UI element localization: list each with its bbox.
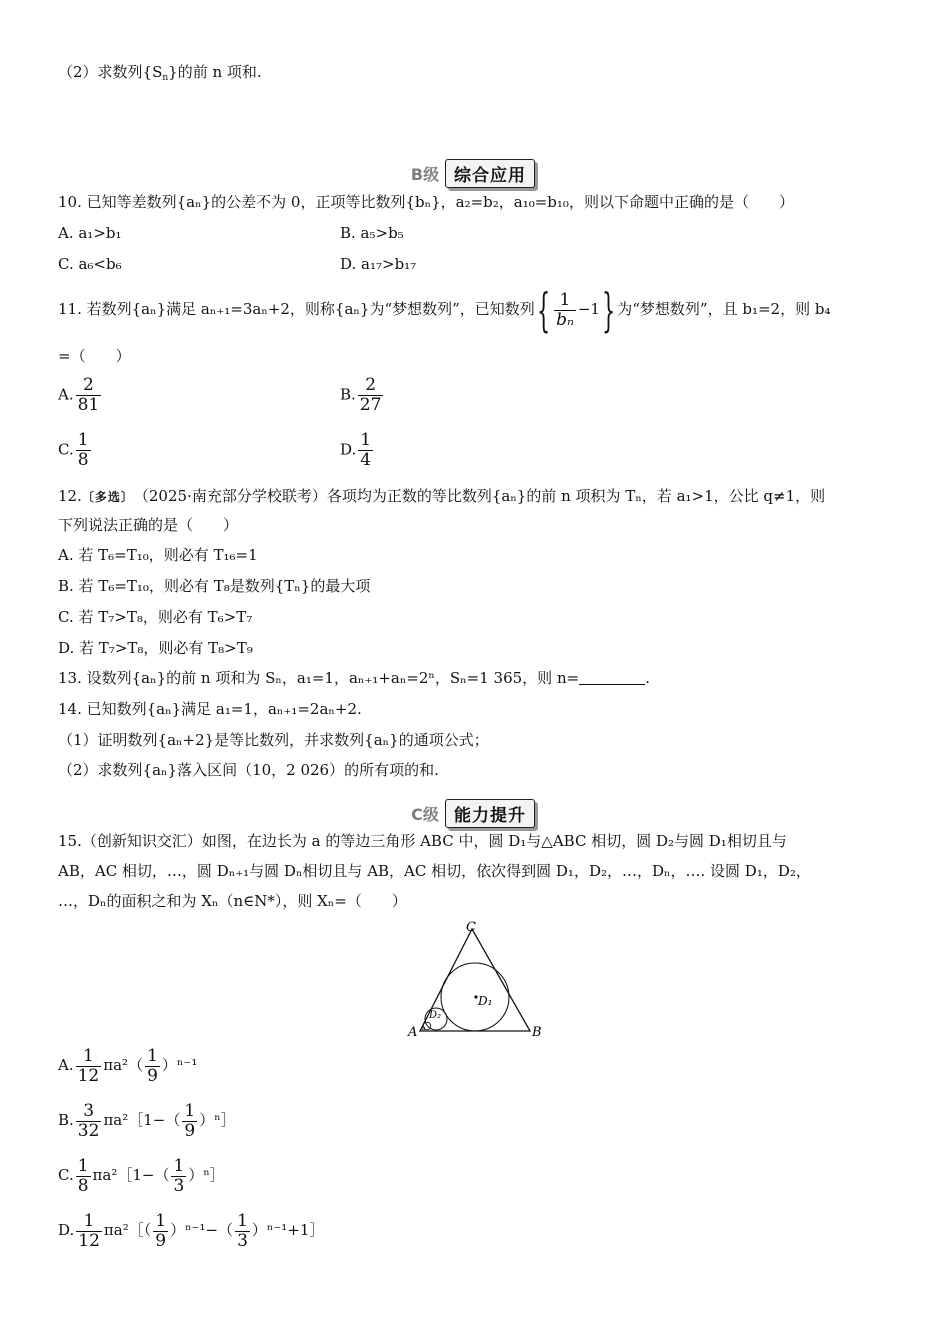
q15-c-cden: 8 <box>77 1175 89 1196</box>
q11-fraction <box>554 291 576 330</box>
q15-b-cden: 32 <box>77 1120 100 1141</box>
q15-line3: …，Dₙ的面积之和为 Xₙ（n∈N*），则 Xₙ=（ ） <box>58 892 407 910</box>
q12-number: 12. <box>58 487 82 505</box>
q15-a-cnum: 1 <box>76 1047 102 1067</box>
q11-stem-part1: 11. 若数列{aₙ}满足 aₙ₊₁=3aₙ+2，则称{aₙ}为“梦想数列”，已知数列 <box>58 300 535 318</box>
q12-option-b: B. 若 T₆=T₁₀，则必有 T₈是数列{Tₙ}的最大项 <box>58 577 371 595</box>
q14-stem: 14. 已知数列{aₙ}满足 a₁=1，aₙ₊₁=2aₙ+2. <box>58 700 362 718</box>
q15-d-gden: 3 <box>237 1230 248 1251</box>
label-c: C <box>466 920 476 935</box>
q15-c-fnum: 1 <box>173 1155 185 1176</box>
q13-end: . <box>645 669 650 687</box>
q9-part2: （2）求数列$\{S_n\}$的前 n 项和. <box>58 63 262 83</box>
section-c-level: C级 <box>411 804 439 824</box>
q11-option-c <box>58 431 93 470</box>
q13-answer-blank <box>579 670 645 685</box>
q11-b-num: 2 <box>358 376 384 396</box>
q15-b-tail1: πa²［1−（ <box>103 1111 181 1129</box>
q11-stem <box>58 283 831 337</box>
q11-frac-num: 1 <box>554 291 576 311</box>
q12-option-c: C. 若 T₇>T₈，则必有 T₆>T₇ <box>58 608 253 626</box>
q10-option-d: D. a₁₇>b₁₇ <box>340 255 417 273</box>
q11-option-a-label: A. <box>58 385 74 404</box>
q11-option-b-label: B. <box>340 385 356 404</box>
q11-stem-line2: =（ ） <box>58 347 131 365</box>
section-b-header <box>405 160 535 186</box>
label-d1: D₁ <box>478 994 493 1008</box>
q15-b-cnum: 3 <box>76 1102 102 1122</box>
q10-option-c: C. a₆<b₆ <box>58 255 122 273</box>
q15-line1: 15.（创新知识交汇）如图，在边长为 a 的等边三角形 ABC 中，圆 D₁与△ABC 相切，圆 D₂与圆 D₁相切且与 <box>58 832 787 850</box>
q15-a-tail1: πa²（ <box>103 1056 144 1074</box>
q15-d-fden: 9 <box>155 1230 167 1251</box>
q15-c-tail2: ）ⁿ］ <box>188 1166 225 1184</box>
q11-c-num: 1 <box>77 430 89 450</box>
q12-stem-b: 下列说法正确的是（ ） <box>58 516 239 534</box>
q11-option-b <box>340 376 385 415</box>
q15-d-tail2: ）ⁿ⁻¹−（ <box>170 1221 234 1239</box>
q15-option-a <box>58 1042 197 1088</box>
label-b: B <box>532 1025 542 1040</box>
section-c-title: 能力提升 <box>445 799 535 828</box>
q11-a-num: 2 <box>76 376 102 396</box>
q12-stem <box>58 486 825 507</box>
q10-option-a: A. a₁>b₁ <box>58 224 122 242</box>
q15-d-cden: 12 <box>78 1230 100 1251</box>
q11-d-den: 4 <box>360 450 372 470</box>
q15-b-fnum: 1 <box>184 1100 196 1121</box>
q11-option-d-label: D. <box>340 440 357 459</box>
q14-part1: （1）证明数列{aₙ+2}是等比数列，并求数列{aₙ}的通项公式； <box>58 731 489 749</box>
q14-part2: （2）求数列{aₙ}落入区间（10，2 026）的所有项的和. <box>58 761 439 779</box>
q11-frac-minus: −1 <box>577 300 600 318</box>
section-b-level: B级 <box>410 164 440 184</box>
q15-a-label: A. <box>58 1056 74 1074</box>
q11-option-a <box>58 376 103 415</box>
left-brace: { <box>536 283 551 337</box>
q11-stem-part2: 为“梦想数列”，且 b₁=2，则 b₄ <box>617 300 831 318</box>
q11-b-den: 27 <box>359 395 382 415</box>
q15-a-fnum: 1 <box>147 1045 158 1066</box>
q15-c-label: C. <box>58 1166 74 1184</box>
q12-option-d: D. 若 T₇>T₈，则必有 T₈>T₉ <box>58 639 253 657</box>
q13-stem <box>58 668 650 688</box>
q15-d-tail3: ）ⁿ⁻¹+1］ <box>251 1221 325 1239</box>
q15-b-label: B. <box>58 1111 74 1129</box>
q15-c-tail1: πa²［1−（ <box>92 1166 170 1184</box>
q15-option-b <box>58 1097 236 1143</box>
q11-a-den: 81 <box>77 395 100 415</box>
q11-option-c-label: C. <box>58 440 74 459</box>
q12-stem-a: 各项均为正数的等比数列{aₙ}的前 n 项积为 Tₙ，若 a₁>1，公比 q≠1，则 <box>326 487 826 505</box>
q11-d-num: 1 <box>360 430 372 450</box>
q10-stem: 10. 已知等差数列{aₙ}的公差不为 0，正项等比数列{bₙ}，a₂=b₂，a₁₀=b₁₀，则以下命题中正确的是（ ） <box>58 193 794 211</box>
q15-b-fden: 9 <box>184 1120 196 1141</box>
q15-d-fnum: 1 <box>155 1210 167 1231</box>
q15-d-tail1: πa²［（ <box>103 1221 152 1239</box>
q15-a-fden: 9 <box>147 1065 158 1086</box>
q13-text: 13. 设数列{aₙ}的前 n 项和为 Sₙ，a₁=1，aₙ₊₁+aₙ=2ⁿ，Sₙ=1 365，则 n= <box>58 669 580 687</box>
label-a: A <box>408 1025 418 1040</box>
q15-option-c <box>58 1152 225 1198</box>
q15-c-fden: 3 <box>173 1175 185 1196</box>
right-brace: } <box>602 283 616 337</box>
section-b-title: 综合应用 <box>445 159 535 188</box>
q15-line2: AB，AC 相切，…，圆 Dₙ₊₁与圆 Dₙ相切且与 AB，AC 相切，依次得到圆 D₁，D₂，…，Dₙ，…. 设圆 D₁，D₂， <box>58 862 811 880</box>
q10-option-b: B. a₅>b₅ <box>340 224 404 242</box>
q11-frac-den: bₙ <box>556 309 574 330</box>
q15-c-cnum: 1 <box>77 1155 89 1176</box>
q15-d-label: D. <box>58 1221 75 1239</box>
q15-a-cden: 12 <box>77 1065 100 1086</box>
q15-a-tail2: ）ⁿ⁻¹ <box>161 1056 198 1074</box>
q15-b-tail2: ）ⁿ］ <box>199 1111 236 1129</box>
triangle-circles-figure <box>400 915 550 1040</box>
q12-source: （2025·南充部分学校联考） <box>133 487 327 505</box>
q12-option-a: A. 若 T₆=T₁₀，则必有 T₁₆=1 <box>58 546 258 564</box>
q15-d-cnum: 1 <box>76 1212 102 1232</box>
section-c-header <box>405 800 535 826</box>
q11-c-den: 8 <box>77 450 89 470</box>
q11-option-d <box>340 431 375 470</box>
label-d2: D₂ <box>429 1010 442 1021</box>
q15-option-d <box>58 1207 324 1253</box>
q15-d-gnum: 1 <box>237 1210 248 1231</box>
q12-tag: 〔多选〕 <box>81 490 134 504</box>
